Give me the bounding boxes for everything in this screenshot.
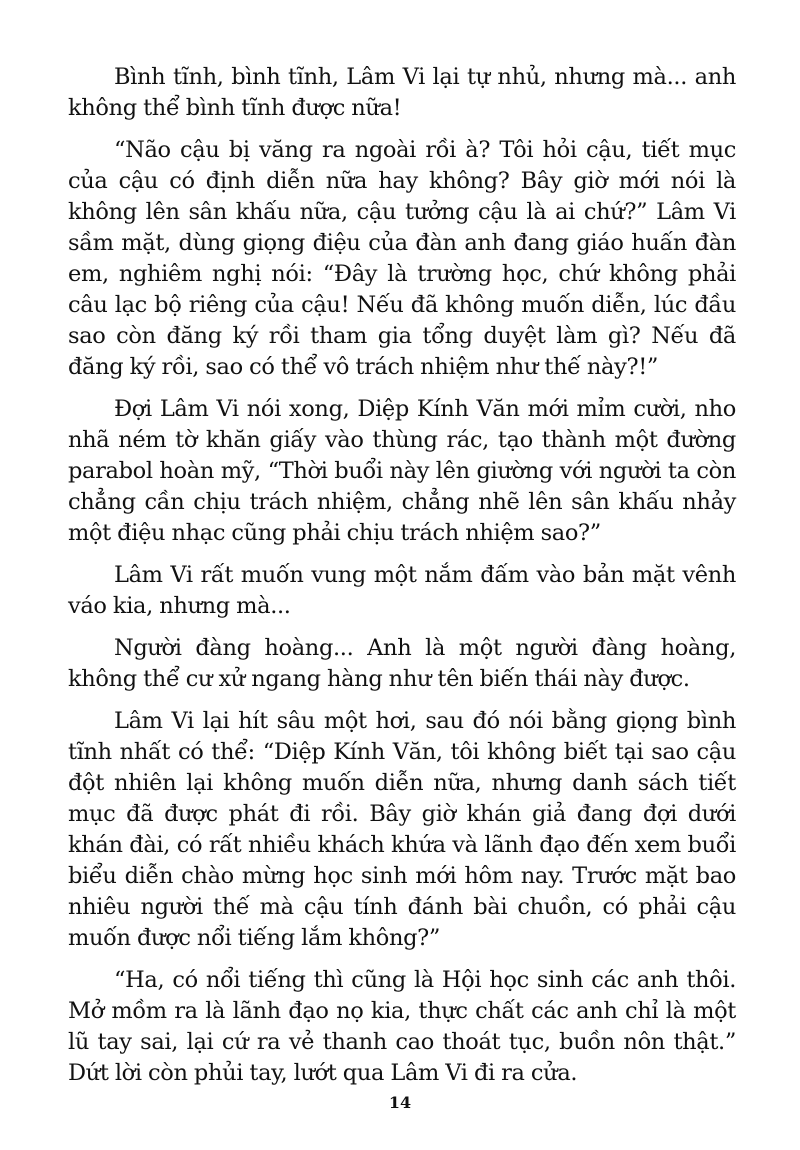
paragraph-6: Lâm Vi lại hít sâu một hơi, sau đó nói bằng giọng bình tĩnh nhất có thể: “Diệp Kính Văn, tôi không biết tại sao cậu đột nhiên lại không muốn diễn nữa, nhưng danh sách tiết mục đã được phát đi rồi. Bây giờ khán giả đang đợi dưới khán đài, có rất nhiều khách khứa và lãnh đạo đến xem buổi biểu diễn chào mừng học sinh mới hôm nay. Trước mặt bao nhiêu người thế mà cậu tính đánh bài chuồn, có phải cậu muốn được nổi tiếng lắm không?” — [68, 708, 736, 951]
paragraph-4: Lâm Vi rất muốn vung một nắm đấm vào bản mặt vênh váo kia, nhưng mà... — [68, 562, 736, 619]
paragraph-7: “Ha, có nổi tiếng thì cũng là Hội học sinh các anh thôi. Mở mồm ra là lãnh đạo nọ kia, thực chất các anh chỉ là một lũ tay sai, lại cứ ra vẻ thanh cao thoát tục, buồn nôn thật.” Dứt lời còn phủi tay, lướt qua Lâm Vi đi ra cửa. — [68, 967, 736, 1086]
paragraph-3: Đợi Lâm Vi nói xong, Diệp Kính Văn mới mỉm cười, nho nhã ném tờ khăn giấy vào thùng rác, tạo thành một đường parabol hoàn mỹ, “Thời buổi này lên giường với người ta còn chẳng cần chịu trách nhiệm, chẳng nhẽ lên sân khấu nhảy một điệu nhạc cũng phải chịu trách nhiệm sao?” — [68, 396, 736, 546]
page-number: 14 — [388, 1093, 412, 1112]
paragraph-5: Người đàng hoàng... Anh là một người đàng hoàng, không thể cư xử ngang hàng như tên biến thái này được. — [68, 635, 736, 692]
paragraph-1: Bình tĩnh, bình tĩnh, Lâm Vi lại tự nhủ, nhưng mà... anh không thể bình tĩnh được nữa! — [68, 64, 736, 121]
page-body — [68, 62, 736, 1100]
paragraph-2: “Não cậu bị văng ra ngoài rồi à? Tôi hỏi cậu, tiết mục của cậu có định diễn nữa hay không? Bây giờ mới nói là không lên sân khấu nữa, cậu tưởng cậu là ai chứ?” Lâm Vi sầm mặt, dùng giọng điệu của đàn anh đang giáo huấn đàn em, nghiêm nghị nói: “Đây là trường học, chứ không phải câu lạc bộ riêng của cậu! Nếu đã không muốn diễn, lúc đầu sao còn đăng ký rồi tham gia tổng duyệt làm gì? Nếu đã đăng ký rồi, sao có thể vô trách nhiệm như thế này?!” — [68, 137, 736, 380]
